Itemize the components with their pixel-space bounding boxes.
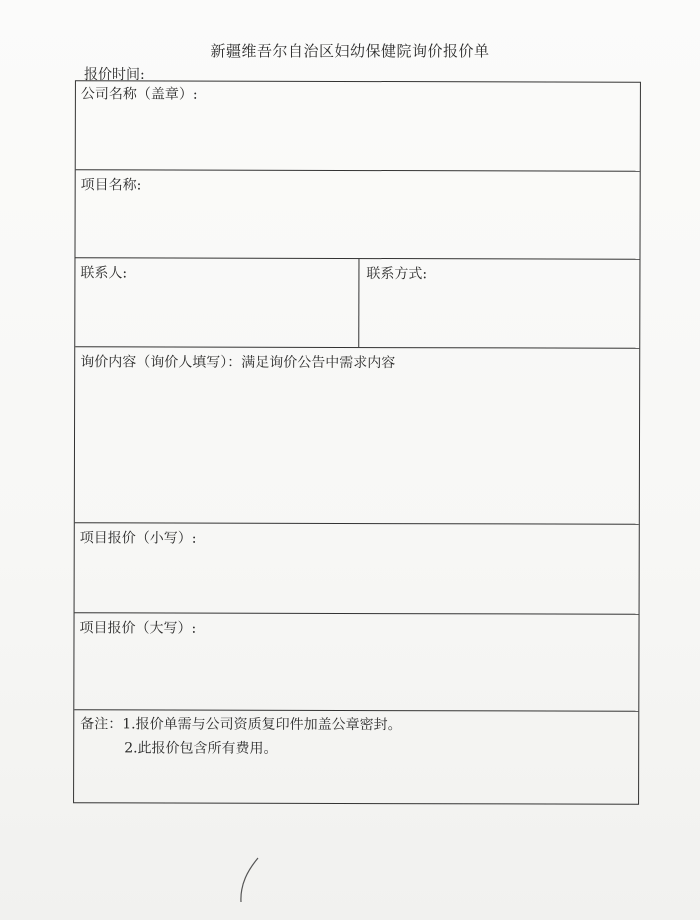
notes-block <box>80 712 401 761</box>
price-uppercase-label: 项目报价（大写）: <box>79 620 197 637</box>
quote-time-label: 报价时间: <box>84 67 145 83</box>
notes-line-1: 备注：1.报价单需与公司资质复印件加盖公章密封。 <box>80 716 402 734</box>
notes-line-2: 2.此报价包含所有费用。 <box>124 740 278 757</box>
project-name-label: 项目名称: <box>80 177 142 194</box>
notes-row <box>74 710 638 803</box>
contact-row <box>75 258 639 348</box>
company-name-label: 公司名称（盖章）: <box>80 86 198 103</box>
price-lowercase-row <box>75 523 639 614</box>
contact-divider <box>358 259 359 347</box>
quotation-form-table <box>73 80 641 804</box>
contact-method-label: 联系方式: <box>366 266 428 283</box>
form-title: 新疆维吾尔自治区妇幼保健院询价报价单 <box>210 42 490 60</box>
price-lowercase-label: 项目报价（小写）: <box>79 530 197 547</box>
company-row <box>76 81 640 171</box>
inquiry-content-label: 询价内容（询价人填写）：满足询价公告中需求内容 <box>80 354 396 372</box>
price-uppercase-row <box>74 613 638 711</box>
contact-person-label: 联系人: <box>80 265 128 282</box>
project-name-row <box>75 170 639 259</box>
inquiry-content-row <box>75 347 639 524</box>
pen-stroke-mark <box>232 856 272 906</box>
